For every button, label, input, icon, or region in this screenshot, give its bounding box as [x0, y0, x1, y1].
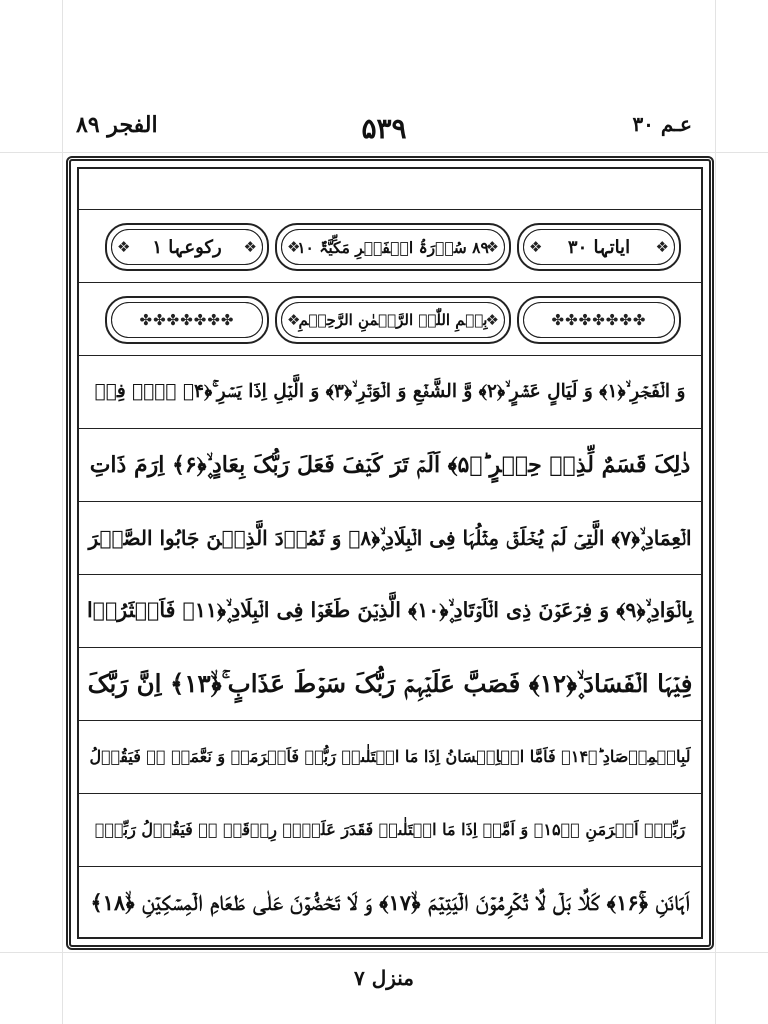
- surah-title: ۸۹ سُوۡرَۃُ الۡفَجۡرِ مَکِّیَّۃٌ ۱۰: [297, 237, 489, 257]
- verse-text: ذٰلِکَ قَسَمٌ لِّذِیۡ حِجۡرٍ ؕ﴿۵﴾ اَلَمۡ تَرَ کَیۡفَ فَعَلَ رَبُّکَ بِعَادٍ ۪ۙ﴿۶﴾ اِرَمَ ذَاتِ: [89, 451, 691, 478]
- verse-text: فِیۡہَا الۡفَسَادَ ۪ۙ﴿۱۲﴾ فَصَبَّ عَلَیۡہِمۡ رَبُّکَ سَوۡطَ عَذَابٍ ۚ﴿ۙ۱۳﴾ اِنَّ رَبَّکَ: [87, 669, 693, 698]
- verse-line: [79, 647, 701, 721]
- ornament-icon: ❖: [529, 238, 543, 256]
- ornament-icon: ❖: [485, 238, 499, 256]
- verse-text: وَ الۡفَجۡرِ ۙ﴿۱﴾ وَ لَیَالٍ عَشۡرٍ ۙ﴿۲﴾ وَّ الشَّفۡعِ وَ الۡوَتۡرِ ۙ﴿۳﴾ وَ الَّیۡلِ اِذَا یَسۡرِ ۚ﴿۴﴾ ہَلۡ فِیۡ: [94, 381, 686, 402]
- verse-text: الۡعِمَادِ ۪ۙ﴿۷﴾ الَّتِیۡ لَمۡ یُخۡلَقۡ مِثۡلُہَا فِی الۡبِلَادِ ۪ۙ﴿۸﴾ وَ ثَمُوۡدَ الَّذِیۡنَ جَابُوا الصَّخۡرَ: [88, 525, 692, 550]
- verse-text: اَہَانَنِ ﴿ۚ۱۶﴾ کَلَّا بَلۡ لَّا تُکۡرِمُوۡنَ الۡیَتِیۡمَ ﴿ۙ۱۷﴾ وَ لَا تَحٰٓضُّوۡنَ عَلٰی طَعَامِ الۡمِسۡکِیۡنِ ﴿ۙ۱۸﴾: [90, 889, 690, 915]
- verse-line: [79, 866, 701, 939]
- verse-line: [79, 428, 701, 502]
- surah-reference: الفجر ۸۹: [76, 112, 158, 138]
- page-frame-inner: [77, 167, 703, 939]
- ruku-count-cartouche: [105, 223, 269, 271]
- verse-line: [79, 793, 701, 867]
- verse-line: [79, 501, 701, 575]
- verse-text: بِالۡوَادِ ۪ۙ﴿۹﴾ وَ فِرۡعَوۡنَ ذِی الۡاَوۡتَادِ ۪ۙ﴿۱۰﴾ الَّذِیۡنَ طَغَوۡا فِی الۡبِلَادِ ۪ۙ﴿۱۱﴾ فَاَکۡثَرُوۡا: [86, 598, 694, 622]
- basmala-row: [79, 282, 701, 356]
- basmala-text: بِسۡمِ اللّٰہِ الرَّحۡمٰنِ الرَّحِیۡمِ: [298, 311, 488, 329]
- ornament-icon: ❖: [117, 238, 131, 256]
- pattern-cartouche-right: [517, 296, 681, 344]
- ornament-icon: ❖: [287, 238, 301, 256]
- verse-line: [79, 720, 701, 794]
- pattern-cartouche-left: [105, 296, 269, 344]
- surah-heading-row: [79, 209, 701, 283]
- verse-text: رَبِّیۡۤ اَکۡرَمَنِ ﴿ؕ۱۵﴾ وَ اَمَّاۤ اِذَا مَا ابۡتَلٰىہُ فَقَدَرَ عَلَیۡہِ رِزۡقَہٗ ۬ۙ فَیَقُوۡلُ رَبِّیۡۤ: [94, 820, 686, 839]
- ornament-icon: ❖: [243, 238, 257, 256]
- ornament-icon: ❖: [655, 238, 669, 256]
- geometric-pattern-icon: ✤✤✤✤✤✤✤: [139, 311, 235, 329]
- ornament-icon: ❖: [287, 311, 301, 329]
- basmala-cartouche: [275, 296, 511, 344]
- top-blank-row: [79, 169, 701, 210]
- surah-title-cartouche: [275, 223, 511, 271]
- verse-line: [79, 355, 701, 429]
- geometric-pattern-icon: ✤✤✤✤✤✤✤: [551, 311, 647, 329]
- manzil-label: منزل ۷: [353, 966, 415, 990]
- page-header: [62, 112, 706, 148]
- page-frame: [66, 156, 714, 950]
- ayat-count-cartouche: [517, 223, 681, 271]
- verse-line: [79, 574, 701, 648]
- page-number: ۵۳۹: [361, 112, 407, 145]
- ornament-icon: ❖: [485, 311, 499, 329]
- ayat-count-label: ایاتہا ۳۰: [567, 236, 631, 258]
- verse-text: لَبِالۡمِرۡصَادِ ؕ﴿۱۴﴾ فَاَمَّا الۡاِنۡسَانُ اِذَا مَا ابۡتَلٰىہُ رَبُّہٗ فَاَکۡرَمَہٗ وَ نَعَّمَہٗ ۬ۙ فَیَقُوۡلُ: [89, 747, 691, 766]
- ruku-count-label: رکوعہا ۱: [152, 236, 222, 258]
- para-reference: عـم ۳۰: [632, 112, 692, 136]
